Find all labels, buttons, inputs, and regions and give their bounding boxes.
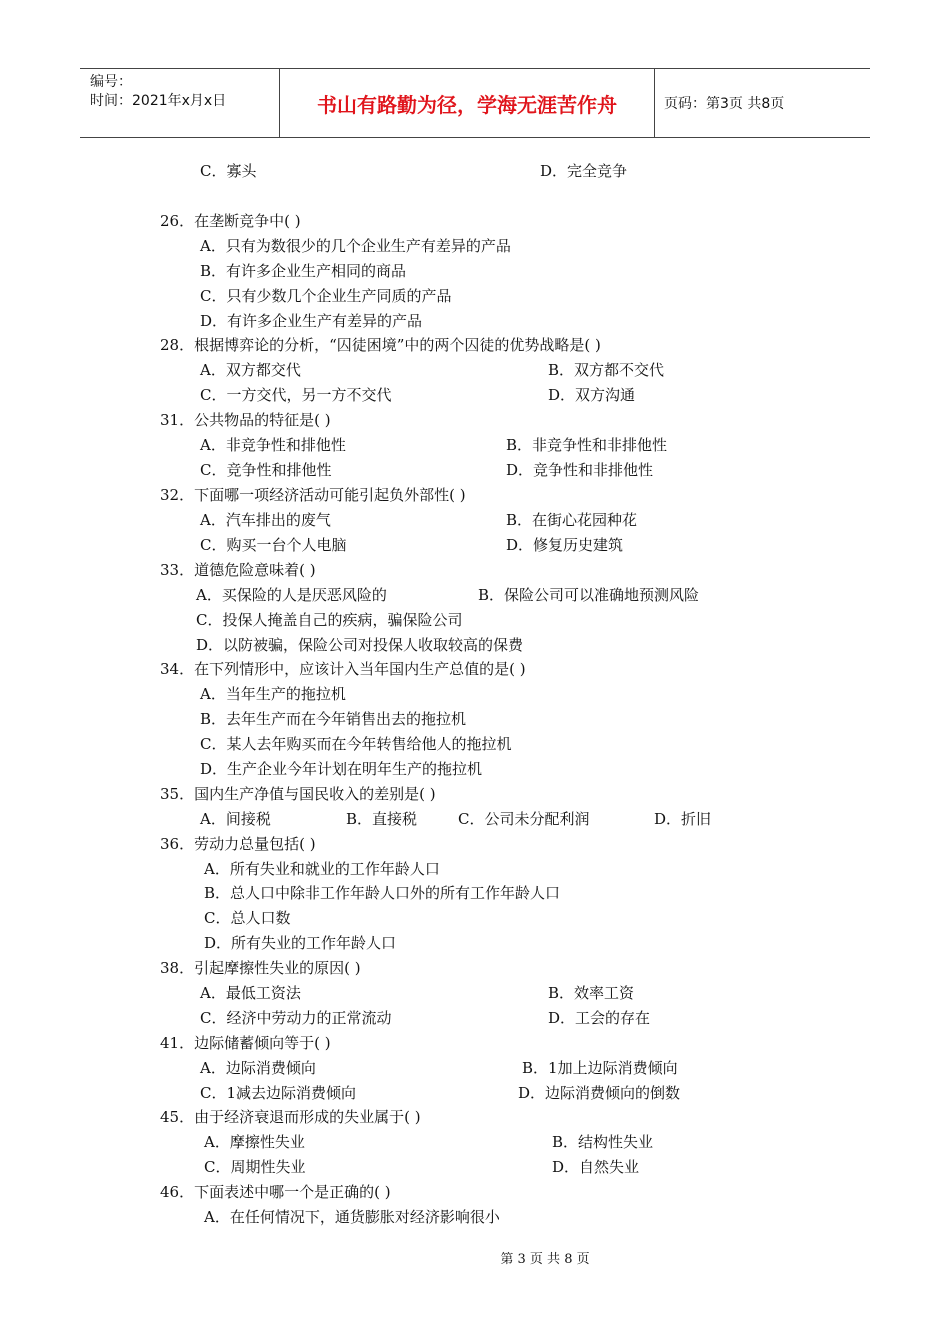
option-line: A．边际消费倾向 bbox=[200, 1059, 316, 1077]
header-page-info: 页码：第3页 共8页 bbox=[664, 96, 785, 112]
option-line: A．汽车排出的废气 bbox=[200, 511, 331, 529]
option-line: D．折旧 bbox=[654, 810, 712, 828]
option-line: C．某人去年购买而在今年转售给他人的拖拉机 bbox=[200, 735, 512, 753]
question-line: 46．下面表述中哪一个是正确的( ) bbox=[160, 1183, 391, 1201]
option-line: D．生产企业今年计划在明年生产的拖拉机 bbox=[200, 760, 483, 778]
option-line: B．有许多企业生产相同的商品 bbox=[200, 262, 407, 280]
option-line: D．工会的存在 bbox=[548, 1009, 651, 1027]
question-line: 28．根据博弈论的分析，“囚徒困境”中的两个囚徒的优势战略是( ) bbox=[160, 336, 601, 354]
question-line: 34．在下列情形中，应该计入当年国内生产总值的是( ) bbox=[160, 660, 526, 678]
option-line: A．当年生产的拖拉机 bbox=[200, 685, 346, 703]
option-line: D．竞争性和非排他性 bbox=[506, 461, 654, 479]
option-line: C．公司未分配利润 bbox=[458, 810, 590, 828]
question-line: 38．引起摩擦性失业的原因( ) bbox=[160, 959, 361, 977]
option-line: C．经济中劳动力的正常流动 bbox=[200, 1009, 392, 1027]
option-line: D．修复历史建筑 bbox=[506, 536, 624, 554]
header-meta bbox=[80, 69, 280, 137]
option-line: C．只有少数几个企业生产同质的产品 bbox=[200, 287, 452, 305]
header-motto: 书山有路勤为径，学海无涯苦作舟 bbox=[280, 69, 655, 137]
number-label: 编号： bbox=[90, 74, 132, 90]
option-line: C．投保人掩盖自己的疾病，骗保险公司 bbox=[196, 611, 463, 629]
option-line: D．有许多企业生产有差异的产品 bbox=[200, 312, 423, 330]
option-line: B．去年生产而在今年销售出去的拖拉机 bbox=[200, 710, 467, 728]
option-line: A．间接税 bbox=[200, 810, 271, 828]
option-line: B．在街心花园种花 bbox=[506, 511, 638, 529]
option-line: A．所有失业和就业的工作年龄人口 bbox=[204, 860, 440, 878]
option-line: A．非竞争性和排他性 bbox=[200, 436, 346, 454]
option-line: A．最低工资法 bbox=[200, 984, 301, 1002]
option-line: C．总人口数 bbox=[204, 909, 291, 927]
question-line: 31．公共物品的特征是( ) bbox=[160, 411, 331, 429]
question-line: 36．劳动力总量包括( ) bbox=[160, 835, 316, 853]
option-line: C．寡头 bbox=[200, 162, 257, 180]
option-line: D．边际消费倾向的倒数 bbox=[518, 1084, 681, 1102]
time-label: 时间：2021年x月x日 bbox=[90, 93, 227, 109]
option-line: C．一方交代，另一方不交代 bbox=[200, 386, 392, 404]
option-line: A．双方都交代 bbox=[200, 361, 301, 379]
page-header bbox=[80, 68, 870, 138]
option-line: D．以防被骗，保险公司对投保人收取较高的保费 bbox=[196, 636, 524, 654]
option-line: B．直接税 bbox=[346, 810, 418, 828]
option-line: D．所有失业的工作年龄人口 bbox=[204, 934, 397, 952]
option-line: D．完全竞争 bbox=[540, 162, 628, 180]
option-line: B．保险公司可以准确地预测风险 bbox=[478, 586, 700, 604]
option-line: D．双方沟通 bbox=[548, 386, 636, 404]
option-line: C．购买一台个人电脑 bbox=[200, 536, 347, 554]
option-line: B．总人口中除非工作年龄人口外的所有工作年龄人口 bbox=[204, 884, 561, 902]
option-line: A．买保险的人是厌恶风险的 bbox=[196, 586, 387, 604]
option-line: B．效率工资 bbox=[548, 984, 635, 1002]
question-line: 41．边际储蓄倾向等于( ) bbox=[160, 1034, 331, 1052]
question-line: 33．道德危险意味着( ) bbox=[160, 561, 316, 579]
footer-page-number: 第 3 页 共 8 页 bbox=[500, 1252, 590, 1267]
question-line: 32．下面哪一项经济活动可能引起负外部性( ) bbox=[160, 486, 466, 504]
option-line: D．自然失业 bbox=[552, 1158, 640, 1176]
option-line: B．结构性失业 bbox=[552, 1133, 654, 1151]
option-line: B．非竞争性和非排他性 bbox=[506, 436, 668, 454]
option-line: A．只有为数很少的几个企业生产有差异的产品 bbox=[200, 237, 511, 255]
question-line: 26．在垄断竞争中( ) bbox=[160, 212, 301, 230]
option-line: B．双方都不交代 bbox=[548, 361, 665, 379]
option-line: A．在任何情况下，通货膨胀对经济影响很小 bbox=[204, 1208, 500, 1226]
option-line: A．摩擦性失业 bbox=[204, 1133, 305, 1151]
option-line: C．1减去边际消费倾向 bbox=[200, 1084, 357, 1102]
option-line: C．竞争性和排他性 bbox=[200, 461, 332, 479]
question-line: 35．国内生产净值与国民收入的差别是( ) bbox=[160, 785, 436, 803]
question-line: 45．由于经济衰退而形成的失业属于( ) bbox=[160, 1108, 421, 1126]
option-line: C．周期性失业 bbox=[204, 1158, 306, 1176]
option-line: B．1加上边际消费倾向 bbox=[522, 1059, 678, 1077]
page-footer bbox=[0, 1248, 950, 1267]
